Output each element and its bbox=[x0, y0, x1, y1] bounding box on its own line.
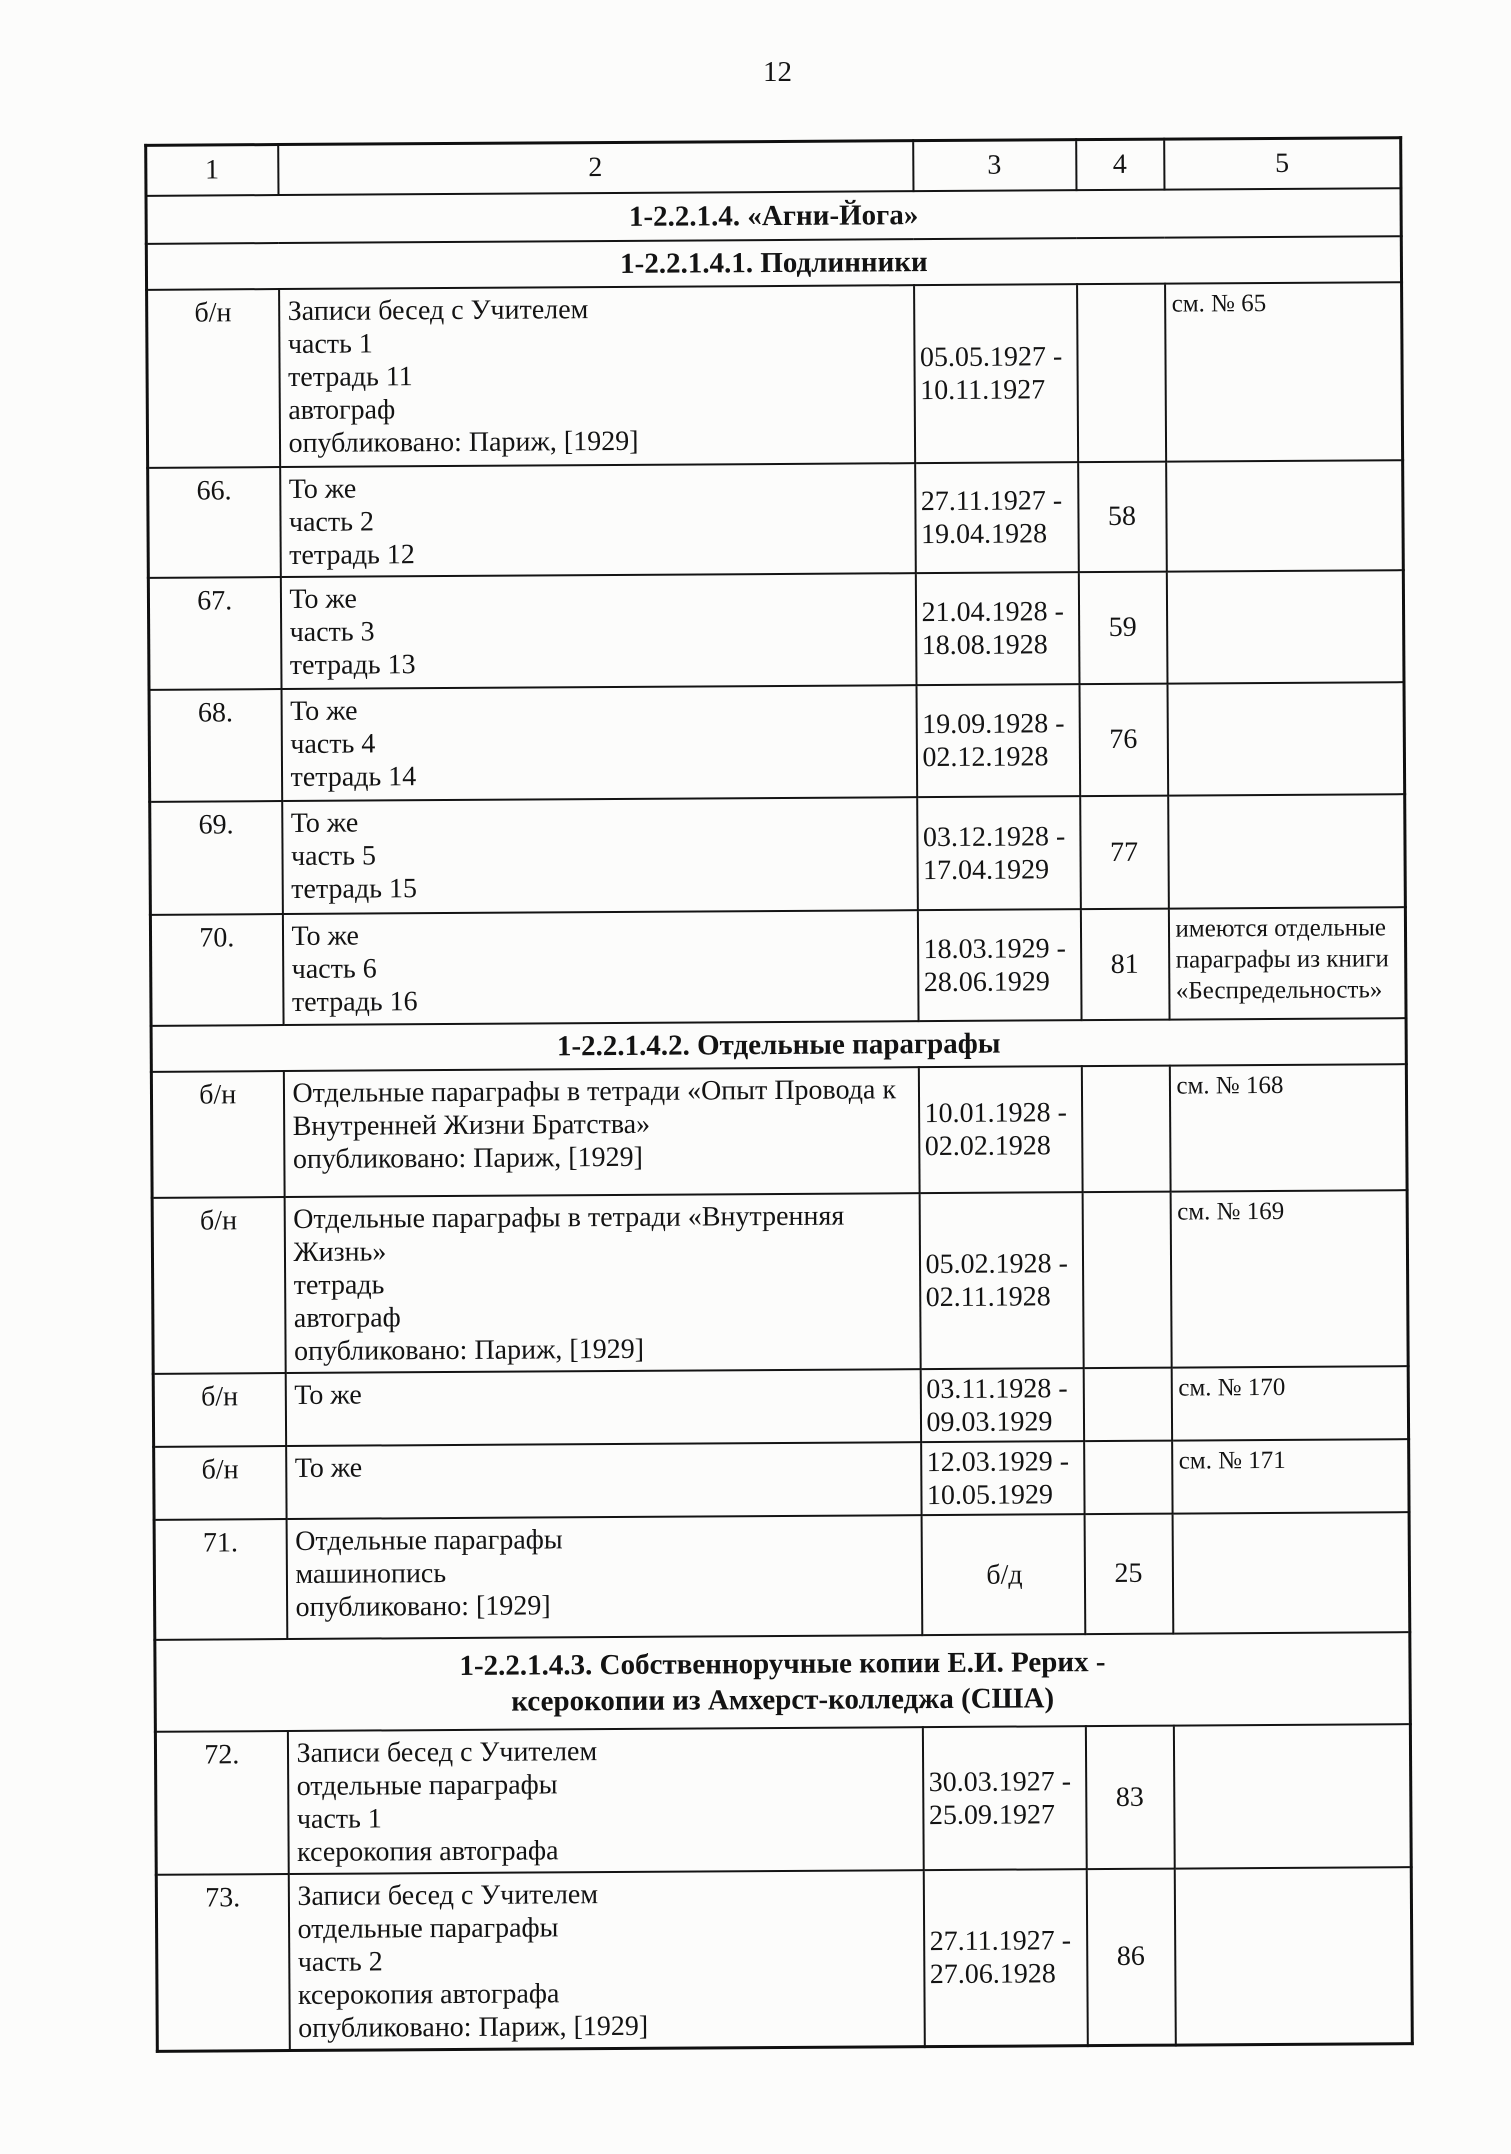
entry-description-cell: Отдельные параграфы в тетради «Опыт Провода к Внутренней Жизни Братства» опубликовано: Париж, [1929] bbox=[283, 1067, 919, 1197]
entry-dates-cell: б/д bbox=[921, 1514, 1085, 1635]
entry-dates-cell: 12.03.1929 - 10.05.1929 bbox=[921, 1441, 1084, 1515]
entry-number-cell: б/н bbox=[151, 1071, 284, 1198]
entry-note-cell: см. № 65 bbox=[1165, 282, 1403, 461]
entry-description-cell: То же bbox=[286, 1442, 921, 1519]
entry-note-cell: см. № 169 bbox=[1170, 1190, 1408, 1367]
entry-dates-cell: 03.11.1928 - 09.03.1929 bbox=[920, 1368, 1083, 1442]
entry-sheets-cell: 76 bbox=[1079, 684, 1168, 797]
entry-note-cell bbox=[1167, 682, 1405, 795]
entry-sheets-cell: 58 bbox=[1078, 462, 1167, 573]
entry-sheets-cell bbox=[1083, 1368, 1171, 1442]
entry-sheets-cell bbox=[1082, 1192, 1171, 1369]
entry-row bbox=[149, 682, 1405, 802]
entry-number-cell: б/н bbox=[154, 1446, 286, 1520]
entry-note-cell bbox=[1166, 460, 1404, 571]
entry-number-cell: 70. bbox=[150, 914, 283, 1026]
column-header-1: 1 bbox=[146, 145, 278, 196]
entry-note-cell bbox=[1172, 1512, 1410, 1633]
entry-number-cell: 69. bbox=[150, 801, 283, 915]
entry-dates-cell: 30.03.1927 - 25.09.1927 bbox=[922, 1726, 1086, 1870]
section-title: 1-2.2.1.4. «Агни-Йога» bbox=[146, 188, 1401, 244]
entry-description-cell: Отдельные параграфы машинопись опубликовано: [1929] bbox=[286, 1515, 922, 1639]
table-header-row bbox=[146, 138, 1401, 196]
entry-dates-cell: 03.12.1928 - 17.04.1929 bbox=[917, 796, 1081, 910]
entry-note-cell bbox=[1166, 570, 1404, 683]
section-title: 1-2.2.1.4.1. Подлинники bbox=[146, 236, 1401, 290]
section-row bbox=[155, 1632, 1411, 1732]
archive-inventory-table bbox=[144, 136, 1414, 2053]
column-header-4: 4 bbox=[1076, 139, 1164, 190]
entry-row bbox=[150, 907, 1406, 1026]
entry-description-cell: То же часть 6 тетрадь 16 bbox=[282, 910, 918, 1025]
entry-number-cell: 72. bbox=[155, 1731, 288, 1875]
entry-row bbox=[151, 1064, 1407, 1198]
entry-note-cell bbox=[1173, 1724, 1411, 1868]
entry-number-cell: 71. bbox=[154, 1519, 287, 1640]
entry-row bbox=[147, 282, 1403, 468]
entry-dates-cell: 05.02.1928 - 02.11.1928 bbox=[919, 1192, 1083, 1369]
entry-row bbox=[148, 570, 1404, 690]
entry-note-cell bbox=[1168, 794, 1406, 908]
entry-dates-cell: 21.04.1928 - 18.08.1928 bbox=[915, 572, 1079, 685]
section-title: 1-2.2.1.4.3. Собственноручные копии Е.И. Рерих - ксерокопии из Амхерст-колледжа (США) bbox=[155, 1632, 1411, 1732]
entry-description-cell: То же bbox=[285, 1369, 920, 1446]
entry-number-cell: 67. bbox=[148, 577, 281, 690]
column-header-3: 3 bbox=[913, 140, 1076, 191]
entry-note-cell: см. № 168 bbox=[1169, 1064, 1407, 1191]
entry-number-cell: б/н bbox=[153, 1373, 285, 1447]
entry-row bbox=[150, 794, 1406, 915]
section-title: 1-2.2.1.4.2. Отдельные параграфы bbox=[151, 1018, 1406, 1072]
entry-row bbox=[155, 1724, 1411, 1875]
section-row bbox=[146, 236, 1401, 290]
entry-description-cell: Отдельные параграфы в тетради «Внутренняя Жизнь» тетрадь автограф опубликовано: Париж, [1929] bbox=[284, 1193, 920, 1373]
entry-dates-cell: 19.09.1928 - 02.12.1928 bbox=[916, 684, 1080, 797]
entry-dates-cell: 18.03.1929 - 28.06.1929 bbox=[917, 909, 1081, 1021]
inventory-table-body bbox=[146, 188, 1412, 2051]
entry-description-cell: То же часть 3 тетрадь 13 bbox=[280, 573, 916, 689]
entry-number-cell: б/н bbox=[147, 289, 280, 468]
entry-note-cell: имеются отдельные параграфы из книги «Беспредельность» bbox=[1168, 907, 1406, 1019]
entry-row bbox=[154, 1512, 1410, 1640]
entry-number-cell: 73. bbox=[156, 1874, 289, 2051]
entry-sheets-cell: 81 bbox=[1080, 909, 1169, 1021]
column-header-2: 2 bbox=[278, 141, 913, 195]
entry-row bbox=[156, 1867, 1412, 2051]
entry-description-cell: Записи бесед с Учителем отдельные параграфы часть 2 ксерокопия автографа опубликовано: Париж, [1929] bbox=[288, 1870, 924, 2050]
entry-dates-cell: 10.01.1928 - 02.02.1928 bbox=[918, 1066, 1082, 1193]
entry-dates-cell: 27.11.1927 - 27.06.1928 bbox=[923, 1869, 1087, 2046]
entry-row bbox=[154, 1439, 1409, 1520]
entry-row bbox=[153, 1366, 1408, 1447]
entry-description-cell: Записи бесед с Учителем отдельные параграфы часть 1 ксерокопия автографа bbox=[287, 1727, 923, 1874]
entry-sheets-cell bbox=[1081, 1066, 1170, 1193]
entry-dates-cell: 27.11.1927 - 19.04.1928 bbox=[915, 462, 1079, 573]
entry-note-cell: см. № 170 bbox=[1171, 1366, 1408, 1440]
entry-note-cell: см. № 171 bbox=[1172, 1439, 1409, 1513]
entry-number-cell: б/н bbox=[152, 1197, 285, 1374]
entry-description-cell: То же часть 4 тетрадь 14 bbox=[281, 685, 917, 801]
entry-dates-cell: 05.05.1927 - 10.11.1927 bbox=[914, 284, 1078, 463]
entry-description-cell: Записи бесед с Учителем часть 1 тетрадь 11 автограф опубликовано: Париж, [1929] bbox=[279, 285, 915, 467]
entry-sheets-cell: 25 bbox=[1084, 1514, 1173, 1635]
section-row bbox=[151, 1018, 1406, 1072]
entry-description-cell: То же часть 2 тетрадь 12 bbox=[280, 463, 916, 577]
page-number: 12 bbox=[763, 56, 792, 88]
entry-sheets-cell: 86 bbox=[1086, 1869, 1175, 2046]
entry-sheets-cell: 83 bbox=[1085, 1726, 1174, 1870]
entry-sheets-cell bbox=[1084, 1441, 1172, 1515]
entry-sheets-cell: 77 bbox=[1080, 796, 1169, 910]
section-row bbox=[146, 188, 1401, 244]
entry-row bbox=[148, 460, 1404, 578]
entry-sheets-cell bbox=[1077, 284, 1166, 463]
entry-sheets-cell: 59 bbox=[1078, 572, 1167, 685]
entry-number-cell: 68. bbox=[149, 689, 282, 802]
entry-note-cell bbox=[1174, 1867, 1412, 2045]
entry-row bbox=[152, 1190, 1408, 1374]
entry-number-cell: 66. bbox=[148, 467, 281, 578]
entry-description-cell: То же часть 5 тетрадь 15 bbox=[282, 797, 918, 914]
column-header-5: 5 bbox=[1164, 138, 1401, 190]
